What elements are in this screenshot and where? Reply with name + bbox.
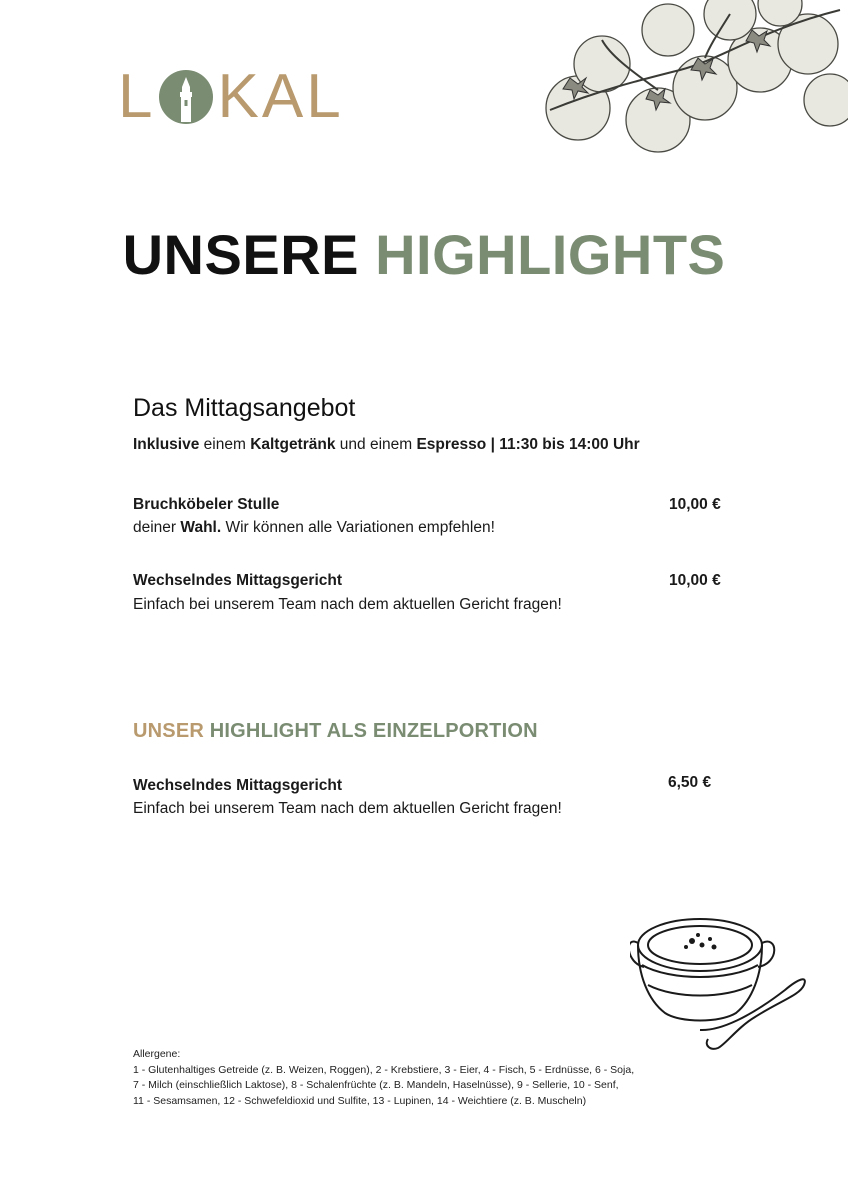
desc-post: Wir können alle Variationen empfehlen!: [221, 519, 495, 536]
heading-part-1: UNSER: [133, 720, 205, 742]
allergen-line: 11 - Sesamsamen, 12 - Schwefeldioxid und Sulfite, 13 - Lupinen, 14 - Weichtiere (z. B. Muscheln): [133, 1094, 587, 1107]
menu-item-name: Wechselndes Mittagsgericht: [133, 572, 343, 589]
subline-t1: Inklusive: [133, 436, 200, 453]
allergen-line: 1 - Glutenhaltiges Getreide (z. B. Weizen, Roggen), 2 - Krebstiere, 3 - Eier, 4 - Fisch, 5 - Erdnüsse, 6 - Soja,: [133, 1063, 635, 1076]
menu-item-name: Bruchköbeler Stulle: [133, 496, 280, 513]
subline-t3: Kaltgetränk: [250, 436, 336, 453]
allergen-line: 7 - Milch (einschließlich Laktose), 8 - Schalenfrüchte (z. B. Mandeln, Haselnüsse), 9 - Sellerie, 10 - Senf,: [133, 1079, 619, 1091]
single-portion-heading: [133, 720, 538, 743]
soup-bowl-illustration: [630, 905, 810, 1055]
allergen-label: Allergene:: [133, 1048, 181, 1060]
desc-bold: Wahl.: [180, 519, 222, 536]
title-word-2: HIGHLIGHTS: [375, 223, 726, 286]
heading-part-2: HIGHLIGHT ALS EINZELPORTION: [204, 720, 538, 742]
menu-item-description: Einfach bei unserem Team nach dem aktuellen Gericht fragen!: [133, 596, 562, 613]
logo-letter-l: L: [118, 62, 156, 131]
title-word-1: UNSERE: [122, 223, 359, 286]
menu-item-description: [133, 519, 495, 537]
allergen-info: [133, 1047, 693, 1109]
menu-item-price: 10,00 €: [669, 572, 721, 589]
menu-item-description: Einfach bei unserem Team nach dem aktuellen Gericht fragen!: [133, 800, 562, 817]
lunch-subline: [133, 436, 640, 454]
desc-pre: deiner: [133, 519, 181, 536]
subline-t5: Espresso: [416, 436, 487, 453]
tomatoes-illustration: [540, 0, 848, 160]
menu-item-price: 10,00 €: [669, 496, 721, 513]
logo-tower-icon: [157, 68, 215, 126]
subline-t6: | 11:30 bis 14:00 Uhr: [486, 436, 640, 453]
lunch-heading: Das Mittagsangebot: [133, 394, 356, 422]
subline-t4: und einem: [335, 436, 417, 453]
logo-letters-kal: KAL: [217, 62, 344, 131]
menu-item-name: Wechselndes Mittagsgericht: [133, 777, 343, 794]
logo: [118, 62, 344, 132]
page-title: [0, 222, 848, 287]
subline-t2: einem: [199, 436, 251, 453]
menu-item-price: 6,50 €: [668, 774, 712, 791]
